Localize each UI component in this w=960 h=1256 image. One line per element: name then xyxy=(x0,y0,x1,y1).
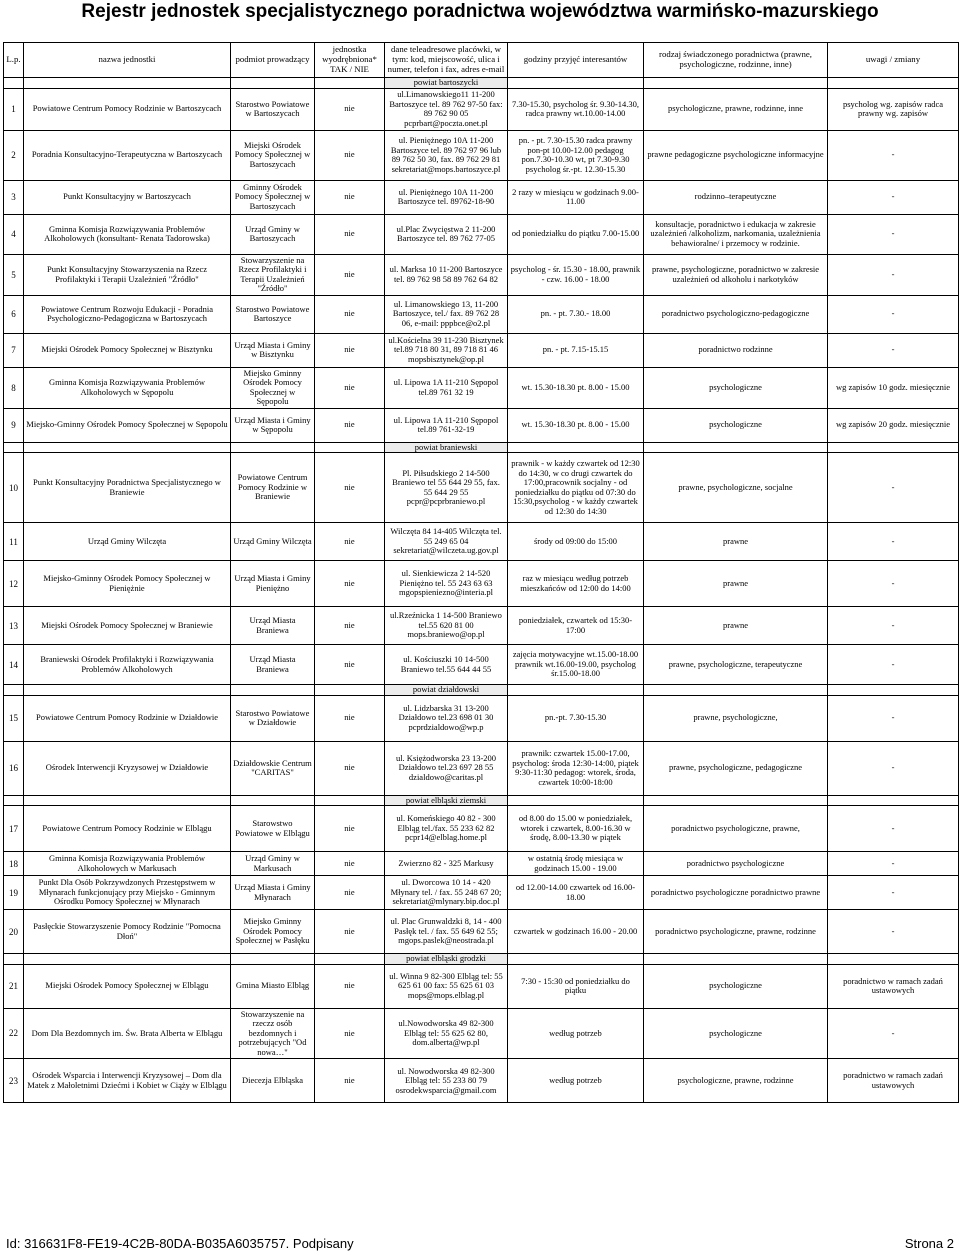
separate-cell: nie xyxy=(315,695,385,741)
unit-name: Ośrodek Interwencji Kryzysowej w Działdowie xyxy=(24,741,231,795)
district-empty-cell xyxy=(508,78,644,89)
table-row xyxy=(4,561,959,607)
table-row xyxy=(4,1008,959,1059)
district-label: powiat działdowski xyxy=(385,685,508,696)
notes-cell: - xyxy=(828,254,959,295)
contact-cell: ul.Limanowskiego11 11-200 Bartoszyce tel. 89 762 97-50 fax: 89 762 90 05 pcprbart@poczta.onet.pl xyxy=(385,88,508,130)
separate-cell: nie xyxy=(315,408,385,442)
unit-name: Poradnia Konsultacyjno-Terapeutyczna w Bartoszycach xyxy=(24,130,231,180)
service-type-cell: prawne, psychologiczne, socjalne xyxy=(644,453,828,523)
district-label: powiat elbląski ziemski xyxy=(385,795,508,806)
operator-cell: Urząd Gminy Wilczęta xyxy=(231,523,315,561)
district-empty-cell xyxy=(644,954,828,965)
separate-cell: nie xyxy=(315,1059,385,1103)
lp-cell: 13 xyxy=(4,607,24,645)
lp-cell: 5 xyxy=(4,254,24,295)
notes-cell: - xyxy=(828,1008,959,1059)
lp-cell: 22 xyxy=(4,1008,24,1059)
operator-cell: Stowarzyszenie na rzeczz osób bezdomnych i potrzebujących "Od nowa…" xyxy=(231,1008,315,1059)
unit-name: Punkt Konsultacyjny Stowarzyszenia na Rzecz Profilaktyki i Terapii Uzależnień "Źródło" xyxy=(24,254,231,295)
table-row xyxy=(4,645,959,685)
operator-cell: Diecezja Elbląska xyxy=(231,1059,315,1103)
hours-cell: czwartek w godzinach 16.00 - 20.00 xyxy=(508,910,644,954)
district-row xyxy=(4,78,959,89)
district-row xyxy=(4,442,959,453)
district-row xyxy=(4,954,959,965)
service-type-cell: prawne pedagogiczne psychologiczne informacyjne xyxy=(644,130,828,180)
service-type-cell: prawne xyxy=(644,607,828,645)
lp-cell: 19 xyxy=(4,876,24,910)
separate-cell: nie xyxy=(315,88,385,130)
notes-cell: - xyxy=(828,180,959,214)
separate-cell: nie xyxy=(315,180,385,214)
notes-cell: - xyxy=(828,561,959,607)
lp-cell: 17 xyxy=(4,806,24,852)
hours-cell: pn. - pt. 7.15-15.15 xyxy=(508,333,644,367)
page-number: Strona 2 xyxy=(904,1236,954,1251)
hours-cell: prawnik - w każdy czwartek od 12:30 do 14:30, w co drugi czwartek do 17:00,pracownik socjalny - od poniedziałku do piątku od 07:30 do 15:30,psycholog - w każdy czwartek od 12:30 do 14:30 xyxy=(508,453,644,523)
hours-cell: 7.30-15.30, psycholog śr. 9.30-14.30, radca prawny wt.10.00-14.00 xyxy=(508,88,644,130)
district-empty-cell xyxy=(315,685,385,696)
district-empty-cell xyxy=(4,954,24,965)
separate-cell: nie xyxy=(315,852,385,876)
district-label: powiat elbląski grodzki xyxy=(385,954,508,965)
district-empty-cell xyxy=(315,795,385,806)
unit-name: Gminna Komisja Rozwiązywania Problemów Alkoholowych w Markusach xyxy=(24,852,231,876)
lp-cell: 10 xyxy=(4,453,24,523)
contact-cell: ul. Sienkiewicza 2 14-520 Pieniężno tel. 55 243 63 63 mgopspieniezno@interia.pl xyxy=(385,561,508,607)
document-id: Id: 316631F8-FE19-4C2B-80DA-B035A6035757. Podpisany xyxy=(6,1236,354,1251)
operator-cell: Urząd Miasta i Gminy Młynarach xyxy=(231,876,315,910)
service-type-cell: rodzinno–terapeutyczne xyxy=(644,180,828,214)
operator-cell: Urząd Miasta i Gminy w Sępopolu xyxy=(231,408,315,442)
separate-cell: nie xyxy=(315,876,385,910)
operator-cell: Miejsko Gminny Ośrodek Pomocy Społecznej w Pasłęku xyxy=(231,910,315,954)
notes-cell: - xyxy=(828,852,959,876)
district-empty-cell xyxy=(231,954,315,965)
lp-cell: 15 xyxy=(4,695,24,741)
table-row xyxy=(4,964,959,1008)
unit-name: Miejsko-Gminny Ośrodek Pomocy Społecznej w Pieniężnie xyxy=(24,561,231,607)
service-type-cell: psychologiczne xyxy=(644,964,828,1008)
notes-cell: psycholog wg. zapisów radca prawny wg. zapisów xyxy=(828,88,959,130)
operator-cell: Miejski Ośrodek Pomocy Społecznej w Bartoszycach xyxy=(231,130,315,180)
unit-name: Braniewski Ośrodek Profilaktyki i Rozwiązywania Problemów Alkoholowych xyxy=(24,645,231,685)
header-notes: uwagi / zmiany xyxy=(828,43,959,78)
hours-cell: wt. 15.30-18.30 pt. 8.00 - 15.00 xyxy=(508,367,644,408)
district-empty-cell xyxy=(315,442,385,453)
operator-cell: Urząd Gminy w Bartoszycach xyxy=(231,214,315,254)
hours-cell: 7:30 - 15:30 od poniedziałku do piątku xyxy=(508,964,644,1008)
table-header xyxy=(4,43,959,78)
district-empty-cell xyxy=(315,954,385,965)
page-title: Rejestr jednostek specjalistycznego poradnictwa województwa warmińsko-mazurskiego xyxy=(81,1,879,22)
notes-cell: - xyxy=(828,806,959,852)
district-empty-cell xyxy=(24,954,231,965)
district-empty-cell xyxy=(24,795,231,806)
operator-cell: Gmina Miasto Elbląg xyxy=(231,964,315,1008)
operator-cell: Działdowskie Centrum "CARITAS" xyxy=(231,741,315,795)
hours-cell: raz w miesiącu według potrzeb mieszkańców od 12:00 do 14:00 xyxy=(508,561,644,607)
service-type-cell: poradnictwo psychologiczne poradnictwo prawne xyxy=(644,876,828,910)
lp-cell: 21 xyxy=(4,964,24,1008)
lp-cell: 8 xyxy=(4,367,24,408)
hours-cell: zajęcia motywacyjne wt.15.00-18.00 prawnik wt.16.00-19.00, psycholog śr.15.00-18.00 xyxy=(508,645,644,685)
separate-cell: nie xyxy=(315,561,385,607)
notes-cell: - xyxy=(828,741,959,795)
operator-cell: Urząd Miasta Braniewa xyxy=(231,645,315,685)
district-empty-cell xyxy=(4,78,24,89)
contact-cell: ul. Księżodworska 23 13-200 Działdowo tel.23 697 28 55 dzialdowo@caritas.pl xyxy=(385,741,508,795)
table-row xyxy=(4,88,959,130)
separate-cell: nie xyxy=(315,645,385,685)
unit-name: Punkt Konsultacyjny Poradnictwa Specjalistycznego w Braniewie xyxy=(24,453,231,523)
service-type-cell: prawne, psychologiczne, pedagogiczne xyxy=(644,741,828,795)
notes-cell: poradnictwo w ramach zadań ustawowych xyxy=(828,964,959,1008)
lp-cell: 14 xyxy=(4,645,24,685)
header-separate: jednostka wyodrębniona* TAK / NIE xyxy=(315,43,385,78)
district-empty-cell xyxy=(315,78,385,89)
notes-cell: - xyxy=(828,523,959,561)
separate-cell: nie xyxy=(315,607,385,645)
notes-cell: - xyxy=(828,130,959,180)
table-row xyxy=(4,408,959,442)
unit-name: Powiatowe Centrum Pomocy Rodzinie w Elblągu xyxy=(24,806,231,852)
contact-cell: ul. Lidzbarska 31 13-200 Działdowo tel.23 698 01 30 pcprdzialdowo@wp.p xyxy=(385,695,508,741)
contact-cell: Wilczęta 84 14-405 Wilczęta tel. 55 249 65 04 sekretariat@wilczeta.ug.gov.pl xyxy=(385,523,508,561)
service-type-cell: psychologiczne xyxy=(644,1008,828,1059)
register-table xyxy=(3,42,959,1103)
operator-cell: Starostwo Powiatowe w Działdowie xyxy=(231,695,315,741)
district-label: powiat bartoszycki xyxy=(385,78,508,89)
contact-cell: ul. Nowodworska 49 82-300 Elbląg tel: 55 233 80 79 osrodekwsparcia@gmail.com xyxy=(385,1059,508,1103)
operator-cell: Starostwo Powiatowe Bartoszyce xyxy=(231,295,315,333)
service-type-cell: poradnictwo psychologiczno-pedagogiczne xyxy=(644,295,828,333)
contact-cell: ul. Lipowa 1A 11-210 Sępopol tel.89 761 32 19 xyxy=(385,367,508,408)
operator-cell: Urząd Miasta Braniewa xyxy=(231,607,315,645)
operator-cell: Powiatowe Centrum Pomocy Rodzinie w Braniewie xyxy=(231,453,315,523)
table-row xyxy=(4,695,959,741)
notes-cell: wg zapisów 10 godz. miesięcznie xyxy=(828,367,959,408)
operator-cell: Urząd Miasta i Gminy Pieniężno xyxy=(231,561,315,607)
district-empty-cell xyxy=(508,954,644,965)
district-label: powiat braniewski xyxy=(385,442,508,453)
unit-name: Gminna Komisja Rozwiązywania Problemów Alkoholowych w Sępopolu xyxy=(24,367,231,408)
operator-cell: Miejsko Gminny Ośrodek Pomocy Społecznej w Sępopolu xyxy=(231,367,315,408)
lp-cell: 23 xyxy=(4,1059,24,1103)
district-empty-cell xyxy=(828,685,959,696)
table-row xyxy=(4,333,959,367)
unit-name: Miejski Ośrodek Pomocy Społecznej w Elblągu xyxy=(24,964,231,1008)
contact-cell: ul. Limanowskiego 13, 11-200 Bartoszyce, tel./ fax. 89 762 28 06, e-mail: pppbce@o2.pl xyxy=(385,295,508,333)
table-row xyxy=(4,876,959,910)
service-type-cell: prawne, psychologiczne, xyxy=(644,695,828,741)
separate-cell: nie xyxy=(315,130,385,180)
contact-cell: ul. Winna 9 82-300 Elbląg tel: 55 625 61 00 fax: 55 625 61 03 mops@mops.elblag.pl xyxy=(385,964,508,1008)
notes-cell: - xyxy=(828,910,959,954)
contact-cell: Zwierzno 82 - 325 Markusy xyxy=(385,852,508,876)
hours-cell: od 8.00 do 15.00 w poniedziałek, wtorek i czwartek, 8.00-16.30 w środę, 8.00-13.30 w piątek xyxy=(508,806,644,852)
contact-cell: ul.Nowodworska 49 82-300 Elbląg tel: 55 625 62 80, dom.alberta@wp.pl xyxy=(385,1008,508,1059)
operator-cell: Urząd Gminy w Markusach xyxy=(231,852,315,876)
district-empty-cell xyxy=(508,442,644,453)
notes-cell: - xyxy=(828,214,959,254)
contact-cell: ul. Komeńskiego 40 82 - 300 Elbląg tel./fax. 55 233 62 82 pcpr14@elblag.home.pl xyxy=(385,806,508,852)
contact-cell: Pl. Piłsudskiego 2 14-500 Braniewo tel 55 644 29 55, fax. 55 644 29 55 pcpr@pcprbraniewo.pl xyxy=(385,453,508,523)
hours-cell: według potrzeb xyxy=(508,1008,644,1059)
lp-cell: 11 xyxy=(4,523,24,561)
hours-cell: 2 razy w miesiącu w godzinach 9.00-11.00 xyxy=(508,180,644,214)
table-row xyxy=(4,741,959,795)
separate-cell: nie xyxy=(315,523,385,561)
table-row xyxy=(4,130,959,180)
table-row xyxy=(4,214,959,254)
hours-cell: środy od 09:00 do 15:00 xyxy=(508,523,644,561)
contact-cell: ul. Lipowa 1A 11-210 Sępopol tel.89 761-32-19 xyxy=(385,408,508,442)
contact-cell: ul.Kościelna 39 11-230 Bisztynek tel.89 718 80 31, 89 718 81 46 mopsbisztynek@op.pl xyxy=(385,333,508,367)
hours-cell: pn.-pt. 7.30-15.30 xyxy=(508,695,644,741)
notes-cell: - xyxy=(828,453,959,523)
district-empty-cell xyxy=(231,442,315,453)
header-operator: podmiot prowadzący xyxy=(231,43,315,78)
header-type: rodzaj świadczonego poradnictwa (prawne, psychologiczne, rodzinne, inne) xyxy=(644,43,828,78)
separate-cell: nie xyxy=(315,214,385,254)
page-footer xyxy=(6,1236,954,1251)
unit-name: Urząd Gminy Wilczęta xyxy=(24,523,231,561)
district-empty-cell xyxy=(828,78,959,89)
table-row xyxy=(4,453,959,523)
service-type-cell: psychologiczne, prawne, rodzinne xyxy=(644,1059,828,1103)
contact-cell: ul. Plac Grunwaldzki 8, 14 - 400 Pasłęk tel. / fax. 55 649 62 55; mgops.paslek@neostrada.pl xyxy=(385,910,508,954)
hours-cell: prawnik: czwartek 15.00-17.00, psycholog: środa 12:30-14:00, piątek 9:30-11:30 pedagog: wtorek, środa, czwartek 10:00-18:00 xyxy=(508,741,644,795)
service-type-cell: prawne, psychologiczne, terapeutyczne xyxy=(644,645,828,685)
notes-cell: - xyxy=(828,295,959,333)
lp-cell: 6 xyxy=(4,295,24,333)
service-type-cell: psychologiczne, prawne, rodzinne, inne xyxy=(644,88,828,130)
unit-name: Miejsko-Gminny Ośrodek Pomocy Społecznej w Sępopolu xyxy=(24,408,231,442)
service-type-cell: psychologiczne xyxy=(644,367,828,408)
lp-cell: 18 xyxy=(4,852,24,876)
unit-name: Pasłęckie Stowarzyszenie Pomocy Rodzinie "Pomocna Dłoń" xyxy=(24,910,231,954)
lp-cell: 3 xyxy=(4,180,24,214)
district-empty-cell xyxy=(4,685,24,696)
hours-cell: psycholog - śr. 15.30 - 18.00, prawnik - czw. 16.00 - 18.00 xyxy=(508,254,644,295)
table-row xyxy=(4,180,959,214)
hours-cell: w ostatnią środę miesiąca w godzinach 15.00 - 19.00 xyxy=(508,852,644,876)
table-row xyxy=(4,806,959,852)
hours-cell: wt. 15.30-18.30 pt. 8.00 - 15.00 xyxy=(508,408,644,442)
district-row xyxy=(4,795,959,806)
operator-cell: Gminny Ośrodek Pomocy Społecznej w Bartoszycach xyxy=(231,180,315,214)
district-empty-cell xyxy=(24,685,231,696)
district-empty-cell xyxy=(231,795,315,806)
contact-cell: ul.Rzeźnicka 1 14-500 Braniewo tel.55 620 81 00 mops.braniewo@op.pl xyxy=(385,607,508,645)
district-empty-cell xyxy=(644,78,828,89)
service-type-cell: poradnictwo psychologiczne xyxy=(644,852,828,876)
district-empty-cell xyxy=(231,685,315,696)
separate-cell: nie xyxy=(315,741,385,795)
lp-cell: 20 xyxy=(4,910,24,954)
service-type-cell: poradnictwo psychologiczne, prawne, xyxy=(644,806,828,852)
separate-cell: nie xyxy=(315,453,385,523)
unit-name: Powiatowe Centrum Pomocy Rodzinie w Bartoszycach xyxy=(24,88,231,130)
service-type-cell: prawne xyxy=(644,523,828,561)
notes-cell: wg zapisów 20 godz. miesięcznie xyxy=(828,408,959,442)
contact-cell: ul. Pieniężnego 10A 11-200 Bartoszyce tel. 89762-18-90 xyxy=(385,180,508,214)
header-contact: dane teleadresowe placówki, w tym: kod, miejscowość, ulica i numer, telefon i fax, adres e-mail xyxy=(385,43,508,78)
hours-cell: od poniedziałku do piątku 7.00-15.00 xyxy=(508,214,644,254)
separate-cell: nie xyxy=(315,1008,385,1059)
table-row xyxy=(4,1059,959,1103)
unit-name: Dom Dla Bezdomnych im. Św. Brata Alberta w Elblągu xyxy=(24,1008,231,1059)
district-empty-cell xyxy=(231,78,315,89)
hours-cell: pn. - pt. 7.30-15.30 radca prawny pon-pt 10.00-12.00 pedagog pon.7.30-10.30 wt, pt 7.30-9.30 psycholog śr.-pt. 12.30-15.30 xyxy=(508,130,644,180)
hours-cell: pn. - pt. 7.30.- 18.00 xyxy=(508,295,644,333)
separate-cell: nie xyxy=(315,367,385,408)
service-type-cell: konsultacje, poradnictwo i edukacja w zakresie uzależnień /alkoholizm, narkomania, uzależnienia behawioralne/ i przemocy w rodzinie. xyxy=(644,214,828,254)
district-empty-cell xyxy=(644,685,828,696)
lp-cell: 2 xyxy=(4,130,24,180)
unit-name: Miejski Ośrodek Pomocy Społecznej w Bisztynku xyxy=(24,333,231,367)
lp-cell: 4 xyxy=(4,214,24,254)
district-empty-cell xyxy=(828,442,959,453)
contact-cell: ul.Plac Zwycięstwa 2 11-200 Bartoszyce tel. 89 762 77-05 xyxy=(385,214,508,254)
district-empty-cell xyxy=(508,685,644,696)
table-row xyxy=(4,523,959,561)
table-row xyxy=(4,295,959,333)
hours-cell: poniedziałek, czwartek od 15:30- 17:00 xyxy=(508,607,644,645)
notes-cell: poradnictwo w ramach zadań ustawowych xyxy=(828,1059,959,1103)
unit-name: Gminna Komisja Rozwiązywania Problemów Alkoholowych (konsultant- Renata Tadorowska) xyxy=(24,214,231,254)
operator-cell: Starostwo Powiatowe w Bartoszycach xyxy=(231,88,315,130)
unit-name: Powiatowe Centrum Rozwoju Edukacji - Poradnia Psychologiczno-Pedagogiczna w Bartoszycach xyxy=(24,295,231,333)
contact-cell: ul. Kościuszki 10 14-500 Braniewo tel.55 644 44 55 xyxy=(385,645,508,685)
service-type-cell: poradnictwo rodzinne xyxy=(644,333,828,367)
operator-cell: Starowstwo Powiatowe w Elblągu xyxy=(231,806,315,852)
service-type-cell: prawne, psychologiczne, poradnictwo w zakresie uzależnień od alkoholu i narkotyków xyxy=(644,254,828,295)
header-hours: godziny przyjęć interesantów xyxy=(508,43,644,78)
notes-cell: - xyxy=(828,695,959,741)
unit-name: Punkt Konsultacyjny w Bartoszycach xyxy=(24,180,231,214)
unit-name: Powiatowe Centrum Pomocy Rodzinie w Działdowie xyxy=(24,695,231,741)
separate-cell: nie xyxy=(315,254,385,295)
district-empty-cell xyxy=(4,795,24,806)
notes-cell: - xyxy=(828,607,959,645)
service-type-cell: poradnictwo psychologiczne, prawne, rodzinne xyxy=(644,910,828,954)
separate-cell: nie xyxy=(315,806,385,852)
district-empty-cell xyxy=(24,442,231,453)
district-row xyxy=(4,685,959,696)
table-row xyxy=(4,607,959,645)
lp-cell: 1 xyxy=(4,88,24,130)
unit-name: Miejski Ośrodek Pomocy Społecznej w Braniewie xyxy=(24,607,231,645)
operator-cell: Urząd Miasta i Gminy w Bisztynku xyxy=(231,333,315,367)
contact-cell: ul. Dworcowa 10 14 - 420 Młynary tel. / fax. 55 248 67 20; sekretariat@mlynary.bip.doc.pl xyxy=(385,876,508,910)
district-empty-cell xyxy=(644,795,828,806)
service-type-cell: psychologiczne xyxy=(644,408,828,442)
district-empty-cell xyxy=(24,78,231,89)
table-row xyxy=(4,852,959,876)
operator-cell: Stowarzyszenie na Rzecz Profilaktyki i Terapii Uzależnień "Źródło" xyxy=(231,254,315,295)
hours-cell: według potrzeb xyxy=(508,1059,644,1103)
district-empty-cell xyxy=(828,954,959,965)
header-name: nazwa jednostki xyxy=(24,43,231,78)
hours-cell: od 12.00-14.00 czwartek od 16.00-18.00 xyxy=(508,876,644,910)
lp-cell: 16 xyxy=(4,741,24,795)
notes-cell: - xyxy=(828,333,959,367)
table-row xyxy=(4,254,959,295)
lp-cell: 12 xyxy=(4,561,24,607)
notes-cell: - xyxy=(828,645,959,685)
separate-cell: nie xyxy=(315,910,385,954)
header-lp: L.p. xyxy=(4,43,24,78)
unit-name: Ośrodek Wsparcia i Interwencji Kryzysowej – Dom dla Matek z Małoletnimi Dziećmi i Kobiet w Ciąży w Elblągu xyxy=(24,1059,231,1103)
table-row xyxy=(4,910,959,954)
district-empty-cell xyxy=(508,795,644,806)
notes-cell: - xyxy=(828,876,959,910)
district-empty-cell xyxy=(644,442,828,453)
district-empty-cell xyxy=(4,442,24,453)
service-type-cell: prawne xyxy=(644,561,828,607)
lp-cell: 7 xyxy=(4,333,24,367)
separate-cell: nie xyxy=(315,333,385,367)
unit-name: Punkt Dla Osób Pokrzywdzonych Przestępstwem w Młynarach funkcjonujący przy Miejsko - Gminnym Ośrodku Pomocy Społecznej w Młynarach xyxy=(24,876,231,910)
table-row xyxy=(4,367,959,408)
district-empty-cell xyxy=(828,795,959,806)
lp-cell: 9 xyxy=(4,408,24,442)
separate-cell: nie xyxy=(315,295,385,333)
separate-cell: nie xyxy=(315,964,385,1008)
contact-cell: ul. Pieniężnego 10A 11-200 Bartoszyce tel. 89 762 97 96 lub 89 762 50 30, fax. 89 762 29 81 sekretariat@mops.bartoszyce.pl xyxy=(385,130,508,180)
contact-cell: ul. Marksa 10 11-200 Bartoszyce tel. 89 762 98 58 89 762 64 82 xyxy=(385,254,508,295)
